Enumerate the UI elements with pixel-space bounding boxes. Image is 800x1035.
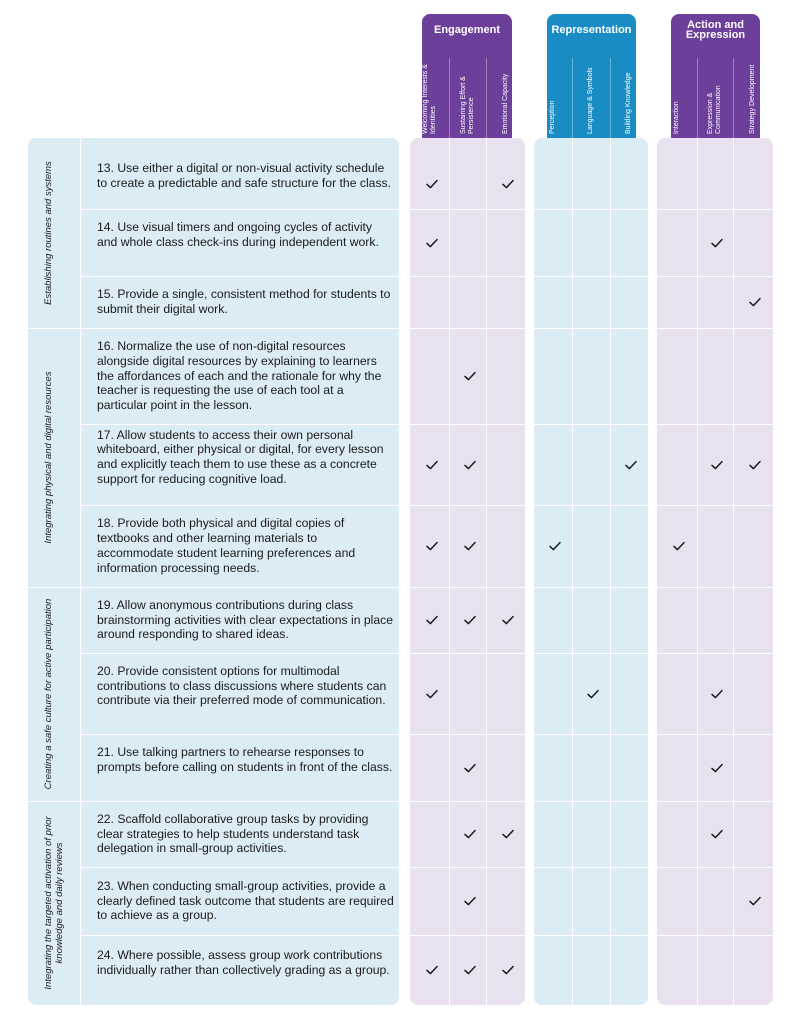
header-divider	[486, 58, 487, 138]
principle-panel-1	[534, 138, 648, 1005]
strategy-text: 16. Normalize the use of non-digital resources alongside digital resources by explaining to learners the affordances of each and the rationale for why the teacher is requesting the use of each tool at a particular point in the lesson.	[97, 339, 382, 413]
check-icon	[425, 177, 439, 191]
check-icon	[710, 687, 724, 701]
strategy-text: 18. Provide both physical and digital copies of textbooks and other learning materials to accommodate student learning preferences and information processing needs.	[97, 516, 356, 575]
strategy-text: 24. Where possible, assess group work contributions individually rather than collectively grading as a group.	[97, 947, 390, 977]
row-divider	[657, 801, 773, 802]
row-divider	[410, 587, 525, 588]
check-icon	[425, 539, 439, 553]
row-divider	[80, 424, 399, 425]
header-divider	[733, 58, 734, 138]
check-icon	[463, 539, 477, 553]
check-icon	[463, 613, 477, 627]
strategy-text: 14. Use visual timers and ongoing cycles of activity and whole class check-ins during independent work.	[97, 220, 379, 250]
row-divider	[657, 867, 773, 868]
strategy-text: 19. Allow anonymous contributions during class brainstorming activities with clear expectations in place around responding to shared ideas.	[97, 597, 394, 642]
row-divider	[410, 801, 525, 802]
check-icon	[710, 458, 724, 472]
header-divider	[610, 58, 611, 138]
row-divider	[80, 935, 399, 936]
column-divider	[449, 138, 450, 1005]
row-divider	[534, 653, 648, 654]
check-icon	[501, 613, 515, 627]
row-divider	[534, 587, 648, 588]
check-icon	[425, 236, 439, 250]
row-divider	[410, 867, 525, 868]
header-divider	[697, 58, 698, 138]
row-divider	[657, 424, 773, 425]
row-divider	[410, 505, 525, 506]
check-icon	[710, 761, 724, 775]
column-divider	[572, 138, 573, 1005]
row-divider	[657, 276, 773, 277]
principle-header-1: Representation Perception Language & Symbols Building Knowledge	[547, 14, 636, 138]
header-divider	[572, 58, 573, 138]
check-icon	[463, 827, 477, 841]
check-icon	[501, 177, 515, 191]
row-divider	[80, 209, 399, 210]
check-icon	[425, 963, 439, 977]
check-icon	[748, 295, 762, 309]
strategy-text: 21. Use talking partners to rehearse responses to prompts before calling on students in front of the class.	[97, 745, 393, 775]
principle-header-0: Engagement Welcoming Interests & Identities Sustaining Effort & Persistence Emotional Capacity	[422, 14, 512, 138]
principle-title: Action and Expression	[685, 19, 746, 41]
row-divider	[80, 505, 399, 506]
row-divider	[80, 734, 399, 735]
check-icon	[710, 236, 724, 250]
row-divider	[410, 734, 525, 735]
column-divider	[697, 138, 698, 1005]
row-divider	[657, 209, 773, 210]
strategy-text: 13. Use either a digital or non-visual activity schedule to create a predictable and safe structure for the class.	[97, 161, 392, 191]
header-divider	[449, 58, 450, 138]
strategy-text: 20. Provide consistent options for multimodal contributions to class discussions where students can contribute via their preferred mode of communication.	[97, 663, 387, 708]
check-icon	[624, 458, 638, 472]
check-icon	[672, 539, 686, 553]
check-icon	[501, 963, 515, 977]
row-divider	[657, 734, 773, 735]
row-divider	[534, 505, 648, 506]
row-divider	[657, 653, 773, 654]
row-divider	[80, 867, 399, 868]
row-divider	[657, 587, 773, 588]
check-icon	[463, 369, 477, 383]
row-divider	[534, 734, 648, 735]
principle-header-2: Action and Expression Interaction Expression & Communication Strategy Development	[671, 14, 760, 138]
row-divider	[534, 801, 648, 802]
row-divider	[80, 276, 399, 277]
row-divider	[657, 935, 773, 936]
check-icon	[586, 687, 600, 701]
column-divider	[733, 138, 734, 1005]
principle-title: Engagement	[433, 24, 500, 36]
check-icon	[748, 894, 762, 908]
row-divider	[534, 867, 648, 868]
row-divider	[410, 424, 525, 425]
row-divider	[28, 587, 399, 588]
strategy-text: 15. Provide a single, consistent method for students to submit their digital work.	[97, 287, 391, 316]
row-divider	[534, 935, 648, 936]
row-divider	[80, 653, 399, 654]
column-divider	[610, 138, 611, 1005]
row-divider	[410, 209, 525, 210]
row-divider	[410, 276, 525, 277]
check-icon	[425, 458, 439, 472]
row-divider	[28, 801, 399, 802]
strategy-text: 22. Scaffold collaborative group tasks by providing clear strategies to help students understand task delegation in small-group activities.	[97, 811, 369, 856]
row-divider	[657, 505, 773, 506]
check-icon	[463, 761, 477, 775]
principle-panel-0	[410, 138, 525, 1005]
check-icon	[710, 827, 724, 841]
row-divider	[410, 653, 525, 654]
row-divider	[534, 209, 648, 210]
row-divider	[657, 328, 773, 329]
principle-title: Representation	[551, 24, 632, 36]
category-divider	[80, 138, 81, 1005]
check-icon	[425, 613, 439, 627]
check-icon	[748, 458, 762, 472]
row-divider	[534, 276, 648, 277]
row-divider	[28, 328, 399, 329]
check-icon	[463, 458, 477, 472]
check-icon	[463, 963, 477, 977]
strategy-text: 23. When conducting small-group activities, provide a clearly defined task outcome that students are required to achieve as a group.	[97, 878, 394, 923]
row-divider	[534, 424, 648, 425]
row-divider	[410, 935, 525, 936]
check-icon	[548, 539, 562, 553]
check-icon	[425, 687, 439, 701]
column-divider	[486, 138, 487, 1005]
principle-panel-2	[657, 138, 773, 1005]
check-icon	[501, 827, 515, 841]
row-divider	[534, 328, 648, 329]
check-icon	[463, 894, 477, 908]
row-divider	[410, 328, 525, 329]
strategy-text: 17. Allow students to access their own personal whiteboard, either physical or digital, for every lesson and explicitly teach them to use these as a concrete support for reducing cognitive load.	[97, 427, 384, 486]
